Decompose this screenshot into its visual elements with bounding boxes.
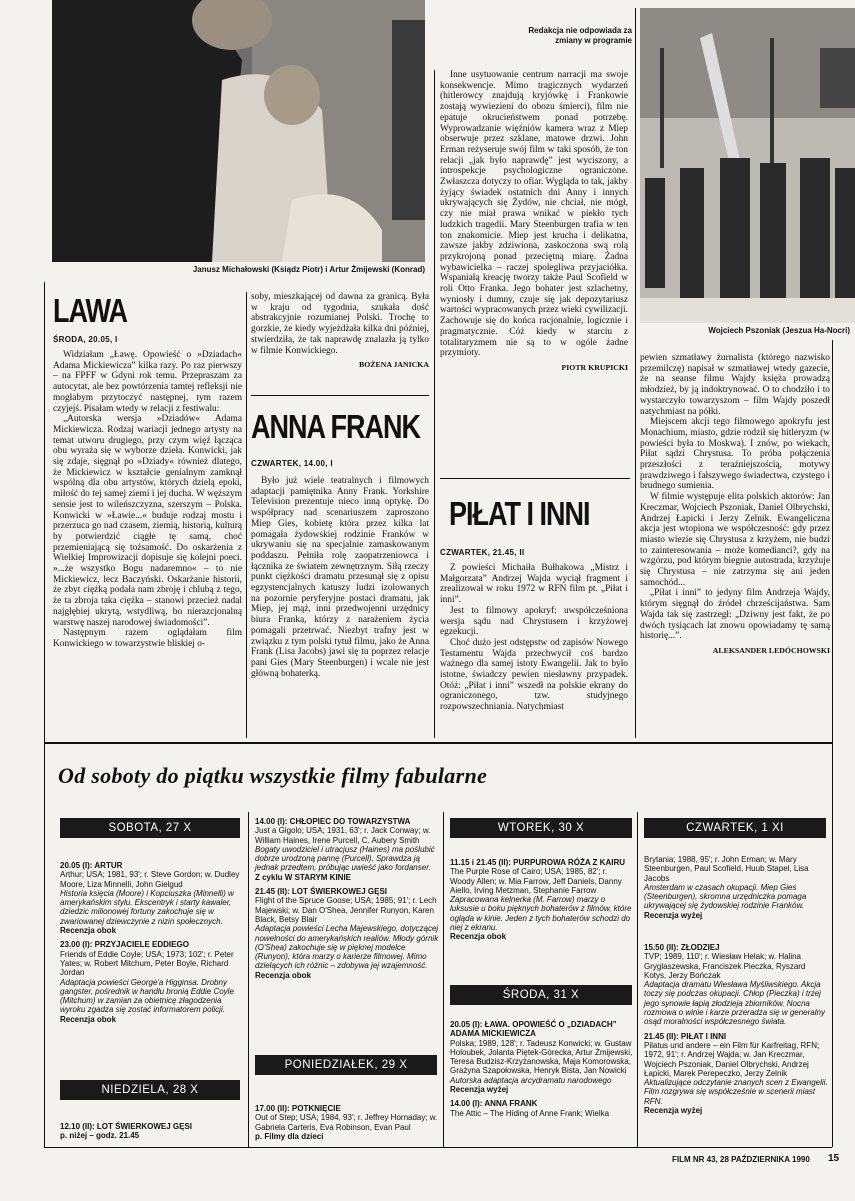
rule-anna-top: [251, 395, 429, 396]
entry-info: Friends of Eddie Coyle; USA; 1973; 102'; r. Peter Yates; w. Robert Mitchum, Peter Boyle, Richard Jordan: [60, 949, 234, 978]
schedule-col-3: [450, 858, 634, 947]
entry-info: Polska; 1989, 128'; r. Tadeusz Konwicki; w. Gustaw Holoubek, Jolanta Piętek-Górecka, Artur Żmijewski, Teresa Budzisz-Krzyżanowska, Maja Komorowska, Grażyna Szapołowska, Henryk Bista, Jan Nowicki: [450, 1038, 633, 1076]
anna-body-2: [440, 70, 628, 374]
rule-pilat-top: [440, 478, 630, 479]
day-sunday: NIEDZIELA, 28 X: [60, 1080, 240, 1100]
schedule-col-2: [255, 817, 439, 985]
entry-title: 20.05 (I): ARTUR: [60, 861, 123, 870]
pilat-body-2: [640, 353, 830, 657]
lawa-body-2: [251, 292, 429, 371]
pilat-p6: W filmie występuje elita polskich aktorów: Jan Kreczmar, Wojciech Pszoniak, Daniel Olbrychski, Andrzej Łapicki i Jerzy Zelnik. Ewangeliczna akcja jest wtopiona we współczesność: gdy przez miasto wiezie się Chrystusa z krzyżem, nie budzi to zainteresowania – może komedianci?, gdy na wzgórzu, pod którym biegnie autostrada, krzyżuje się Chrystusa – nie zatrzyma się ani jeden samochód...: [640, 492, 830, 588]
schedule-col-4: [644, 943, 828, 1120]
pilat-p7: „Piłat i inni” to jedyny film Andrzeja Wajdy, którym sięgnął do źródeł chrześcijaństwa. Sam Wajda tak się zastrzegł: „Dziwny jest fakt, że po dwóch tysiącach lat znowu opowiadamy tę samą historię...”.: [640, 588, 830, 642]
entry-review: Recenzja obok: [60, 926, 117, 936]
schedule-entry: [450, 1099, 634, 1118]
rule-col-3: [635, 8, 636, 738]
entry-desc: Zapracowana kelnerka (M. Farrow) marzy o luksusie u boku pięknych bohaterów z filmów, które ogląda w kinie. Jeden z tych bohaterów schodzi do niej z ekranu.: [450, 895, 632, 933]
anna-date: CZWARTEK, 14.00, I: [251, 459, 333, 468]
pilat-author: ALEKSANDER LEDÓCHOWSKI: [712, 645, 830, 655]
schedule-col-1b: [60, 1122, 242, 1146]
photo-pszoniak: [640, 8, 855, 323]
footer-issue: FILM NR 43, 28 PAŹDZIERNIKA 1990: [672, 1155, 810, 1164]
entry-title: 23.00 (I): PRZYJACIELE EDDIEGO: [60, 940, 189, 950]
anna-author: PIOTR KRUPICKI: [561, 362, 628, 372]
page-number: 15: [828, 1153, 840, 1164]
entry-title: 11.15 i 21.45 (II): PURPUROWA RÓŻA Z KAIRU: [450, 858, 625, 867]
schedule-entry: [450, 1020, 634, 1094]
entry-review: Recenzja wyżej: [644, 1106, 703, 1116]
entry-title: 14.00 (I): CHŁOPIEC DO TOWARZYSTWA: [255, 817, 411, 826]
photo-priest-and-actor: [52, 0, 425, 262]
entry-review: Recenzja wyżej: [450, 1085, 509, 1095]
entry-desc: Adaptacja powieści Lecha Majewskiego, dotyczącej nowelności do amerykańskich realiów. Młody górnik (O'Shea) zakochuje się w pięknej modelce (Runyon), która marzy o karierze filmowej. Mimo dzielących ich różnic – zdobywa jej wzajemność.: [255, 924, 439, 971]
entry-info: The Purple Rose of Cairo; USA; 1985, 82'; r. Woody Allen; w. Mia Farrow, Jeff Daniels, Danny Aiello, Irving Metzman, Stephanie Farrow: [450, 867, 622, 895]
entry-info: The Attic – The Hiding of Anne Frank; Wielka: [450, 1108, 610, 1118]
entry-info: Just a Gigolo; USA; 1931, 63'; r. Jack Conway; w. William Haines, Irene Purcell, C. Aubery Smith: [255, 826, 431, 845]
day-monday: PONIEDZIAŁEK, 29 X: [255, 1055, 437, 1075]
schedule-entry: [255, 887, 439, 980]
schedule-entry: [450, 858, 634, 942]
schedule-entry: [255, 817, 439, 882]
rule-left-frame: [44, 282, 45, 1147]
entry-title: 21.45 (II): PIŁAT I INNI: [644, 1031, 727, 1041]
schedule-col-1: [60, 861, 242, 1029]
pilat-p2: Jest to filmowy apokryf: uwspółcześniona wersja sądu nad Chrystusem i krzyżowej egzekucji.: [440, 605, 628, 638]
entry-review: p. Filmy dla dzieci: [255, 1131, 324, 1141]
anna-title: ANNA FRANK: [251, 408, 420, 446]
lawa-title: LAWA: [53, 292, 127, 330]
schedule-entry: [255, 1104, 439, 1141]
entry-title: 20.05 (I): ŁAWA. OPOWIEŚĆ O „DZIADACH” ADAMA MICKIEWICZA: [450, 1020, 617, 1039]
lawa-p1: Widziałam „Ławę. Opowieść o »Dziadach« Adama Mickiewicza” kilka razy. Po raz pierwszy – na FPFF w Gdyni rok temu. Przepraszam za autocytat, ale bez powtórzenia tamtej refleksji nie mogłabym przytoczyć następnej, tym razem czyjejś. Pisałam wtedy w relacji z festiwalu:: [53, 350, 242, 414]
rule-col-1: [246, 292, 247, 738]
rule-sched-2: [443, 812, 444, 1147]
schedule-entry: [644, 1032, 828, 1116]
pilat-title: PIŁAT I INNI: [449, 495, 590, 533]
rule-sched-1: [248, 812, 249, 1147]
entry-desc: Historia księcia (Moore) i Kopciuszka (Minnelli) w amerykańskim stylu. Ekscentryk i starty kawaler, dziedzic milionowej fortuny zakochuje się w zwariowanej dziewczynie z nizin społecznych.: [60, 888, 234, 926]
schedule-col-3b: [450, 1020, 634, 1123]
entry-info: Arthur; USA; 1981, 93'; r. Steve Gordon; w. Dudley Moore, Liza Minnelli, John Gielgud: [60, 870, 240, 889]
schedule-entry: [60, 1122, 242, 1141]
entry-desc: Bogaty uwodziciel i utracjusz (Haines) ma poślubić dobrze urodzoną pannę (Purcell). Sprawdza ją jednak przedtem, próbując uwieść jako fordanser.: [255, 844, 435, 873]
rule-col-2: [434, 70, 435, 738]
schedule-col-2b: [255, 1104, 439, 1146]
entry-info: TVP; 1989, 110'; r. Wiesław Helak; w. Halina Gryglaszewska, Franciszek Pieczka, Ryszard Kotys, Jerzy Bończak: [644, 952, 806, 980]
entry-desc: Adaptacja powieści George'a Higginsa. Drobny gangster, pośrednik w handlu bronią Eddie Coyle (Mitchum) w zamian za obietnicę złagodzenia wyroku zgadza się zostać informatorem policji.: [60, 977, 234, 1015]
entry-review: p. niżej – godz. 21.45: [60, 1131, 140, 1141]
day-tuesday: WTOREK, 30 X: [450, 818, 632, 838]
entry-desc: Aktualizujące odczytanie znanych scen z Ewangelii. Film rozgrywa się współcześnie w scenerii miast RFN.: [644, 1078, 828, 1106]
schedule-entry: [60, 940, 242, 1024]
rule-sched-3: [637, 812, 638, 1147]
entry-desc: Adaptacja dramatu Wiesława Myśliwskiego. Akcja toczy się podczas okupacji. Chłop (Pieczka) i trzej jego synowie łapią złodzieja zbiorników. Nocna rozmowa o winie i karze przeradza się w generalny osąd moralności współczesnego świata.: [644, 980, 825, 1027]
entry-review: Recenzja obok: [450, 932, 507, 942]
photo-caption-2: Wojciech Pszoniak (Jeszua Ha-Nocri): [708, 326, 850, 335]
pilat-body-1: [440, 563, 628, 713]
entry-desc: Autorska adaptacja arcydramatu narodowego: [450, 1075, 612, 1085]
pilat-p5: Miejscem akcji tego filmowego apokryfu jest Monachium, miasto, gdzie rodził się hitleryzm (w powieści była to Moskwa). I znów, po wiekach, Piłat sądzi Chrystusa. To próba połączenia przeszłości z teraźniejszością, motywy prawdziwego i fałszywego świadectwa, czystego i brudnego sumienia.: [640, 417, 830, 492]
lawa-date: ŚRODA, 20.05, I: [53, 335, 118, 344]
notice: Redakcja nie odpowiada za zmiany w programie: [528, 26, 632, 45]
entry-info: Out of Step; USA; 1984, 93'; r. Jeffrey Hornaday; w. Gabriela Carteris, Eva Robinson, Evan Paul: [255, 1113, 438, 1132]
entry-info: Pilatus und andere – ein Film für Karfreitag, RFN; 1972, 91'; r. Andrzej Wajda; w. Jan Kreczmar, Wojciech Pszoniak, Daniel Olbrychski, Andrzej Łapicki, Marek Perepeczko, Jerzy Zelnik: [644, 1040, 820, 1078]
entry-title: 17.00 (II): POTKNIĘCIE: [255, 1104, 341, 1113]
pilat-p1: Z powieści Michaiła Bułhakowa „Mistrz i Małgorzata” Andrzej Wajda wyciął fragment i zrealizował w roku 1972 w RFN film pt. „Piłat i inni”.: [440, 563, 628, 606]
day-wednesday: ŚRODA, 31 X: [450, 985, 632, 1005]
schedule-heading: Od soboty do piątku wszystkie filmy fabularne: [58, 763, 488, 788]
photo-caption-1: Janusz Michałowski (Ksiądz Piotr) i Artur Żmijewski (Konrad): [192, 265, 425, 274]
col4a-review: Recenzja wyżej: [644, 910, 703, 920]
lawa-p3: Następnym razem oglądałam film Konwickiego w towarzystwie bliskiej o-: [53, 628, 242, 649]
schedule-col-4a: [644, 855, 828, 920]
rule-schedule-bottom: [44, 1147, 832, 1148]
day-thursday: CZWARTEK, 1 XI: [644, 818, 826, 838]
entry-title: 15.50 (II): ZŁODZIEJ: [644, 943, 720, 952]
col4a-info: Brytania; 1988, 95'; r. John Erman; w. Mary Steenburgen, Paul Scofield, Huub Stapel, Lisa Jacobs: [644, 855, 809, 883]
entry-review: Z cyklu W STARYM KINIE: [255, 872, 352, 882]
col4a-desc: Amsterdam w czasach okupacji. Miep Gies (Steenburgen), skromna urzędniczka pomaga ukrywającej się żydowskiej rodzinie Franków.: [644, 882, 807, 911]
rule-right-frame: [832, 340, 833, 1147]
lawa-p2: „Autorska wersja »Dziadów« Adama Mickiewicza. Rodzaj wariacji jednego artysty na temat utworu drugiego, przy czym więź łącząca obu wyraża się w wyborze dzieła. Konwicki, jak się zdaje, sięgnął po »Dziady« również dlatego, że Mickiewicz w kształcie genialnym zamknął wspólną dla obu artystów, których dzielą epoki, miłość do tej samej ziemi i jej ducha. W węższym sensie jest to wileńszczyzna, szerszym – Polska. Konwicki w »Ławie...« buduje rodzaj mostu i przerzuca go nad czasem, ziemią, historią, kulturą by potwierdzić ciągłe tę samą, choć przemieniającą się tożsamość. Do oskarżenia z Wielkiej Improwizacji dopisuje się kolejni poeci. »...że wszystko Bogu nadaremno« – to nie Mickiewicz, lecz Baczyński. Oskarżanie historii, że zbyt ciężką podała nam zbroję i chlubą z tego, że ta zbroja taka ciężka – stanowi przecież nadal najgłębiej ukrytą, wstydliwą, bo nierazcjonalną warstwę naszej narodowej świadomości”.: [53, 414, 242, 628]
entry-info: Flight of the Spruce Goose; USA; 1985; 91'; r. Lech Majewski; w. Dan O'Shea, Jennifer Runyon, Karen Black, Betsy Blair: [255, 896, 437, 924]
rule-schedule-top: [44, 742, 832, 744]
pilat-p3: Choć dużo jest odstępstw od zapisów Nowego Testamentu Wajda przechwycił coś bardzo ważnego dla samej istoty Ewangelii. Jak to było istotne, świadczy pewien niesławny przypadek. Otóż: „Piłat i inni” wszedł na polskie ekrany do ograniczonego, tzw. studyjnego rozpowszechniania. Natychmiast: [440, 637, 628, 713]
pilat-p4: pewien szmatławy żurnalista (którego nazwisko przemilczę) napisał w szmatławej wtedy gazecie, że na seanse filmu Wajdy księża prowadzą młodzież, by ją indoktrynować. O to chodziło i to wystarczyło towarzyszom – film Wajdy poszedł natychmiast na półki.: [640, 353, 830, 417]
anna-body-1: [251, 476, 429, 679]
lawa-p4: soby, mieszkającej od dawna za granicą. Była w kraju od tygodnia, szukała dość abstrakcyjnie rozumianej Polski. Trochę to gorzkie, że kiedy wyjeżdżała kilka dni później, stwierdziła, że tak naprawdę znalazła ją tylko w filmie Konwickiego.: [251, 292, 429, 356]
entry-review: Recenzja obok: [60, 1014, 117, 1024]
schedule-entry: [60, 861, 242, 935]
entry-title: 12.10 (II): LOT ŚWIERKOWEJ GĘSI: [60, 1122, 193, 1131]
anna-p2: Inne usytuowanie centrum narracji ma swoje konsekwencje. Mimo tragicznych wydarzeń (hitlerowcy znajdują kryjówkę i Frankowie zostają wywiezieni do obozu śmierci), film nie epatuje okrucieństwem ponad potrzebę. Wyprowadzanie więźniów kamera wraz z Miep obserwuje przez szklane, matowe drzwi. John Erman reżyseruje swój film w taki sposób, że ton relacji „jak było naprawdę” jest wyciszony, a introspekcje psychologiczne ograniczone. Zwłaszcza dotyczy to ofiar. Wygląda to tak, jakby żyjący świadek ostatnich dni Anny i innych ukrywających się Żydów, nie chciał, nie mógł, czy nie miał prawa wnikać w piekło tych ludzkich tragedii. Mary Steenburgen trafia w ten ton znakomicie. Miep jest krucha i delikatna, zawsze jakby zdziwiona, zaskoczona swą rolą przykrojoną ponad przeciętną miarę. Żadna wybawicielka – raczej spolegliwa przyjaciółka. Wspaniałą kreację tworzy także Paul Scofield w roli Otto Franka. Jego bohater jest szlachetny, wyniosły i dumny, czuje się jak depozytariusz wartości wypracowanych przez wieki cywilizacji. Zachowuje się do końca racjonalnie, logicznie i pragmatycznie. Cóż kiedy w starciu z totalitaryzmem nie są to w ogóle żadne przymioty.: [440, 70, 628, 359]
entry-title: 14.00 (I): ANNA FRANK: [450, 1099, 538, 1109]
day-saturday: SOBOTA, 27 X: [60, 818, 240, 838]
entry-review: Recenzja obok: [255, 970, 312, 980]
lawa-author: BOŻENA JANICKA: [359, 360, 429, 370]
lawa-body-1: [53, 350, 242, 650]
entry-title: 21.45 (II): LOT ŚWIERKOWEJ GĘSI: [255, 887, 388, 897]
anna-p1: Było już wiele teatralnych i filmowych adaptacji pamiętnika Anny Frank. Yorkshire Television prezentuje nieco inną optykę. Do współpracy nad scenariuszem zaproszono Miep Gies, kobietę która przez kilka lat pomagała żydowskiej rodzinie Franków w ukrywaniu się na specjalnie zamaskowanym poddaszu. Pełniła rolę zaopatrzeniowca i łącznika ze światem zewnętrznym. Siłą rzeczy punkt ciężkości dramatu przesunął się z opisu egzystencjalnych katuszy ludzi izolowanych na pozornie peryferyjne postaci dramatu, jak Miep, jej mąż, inni przedwojenni urzędnicy biura Franka, którzy z narażeniem życia pomagali przetrwać. Niezbyt trafny jest w związku z tym polski tytuł filmu, jako że Anna Frank (Lisa Jacobs) jawi się tu poprzez relacje pani Gies (Mary Steenburgen) i wcale nie jest główną bohaterką.: [251, 476, 429, 679]
pilat-date: CZWARTEK, 21.45, II: [440, 548, 525, 557]
schedule-entry: [644, 943, 828, 1027]
